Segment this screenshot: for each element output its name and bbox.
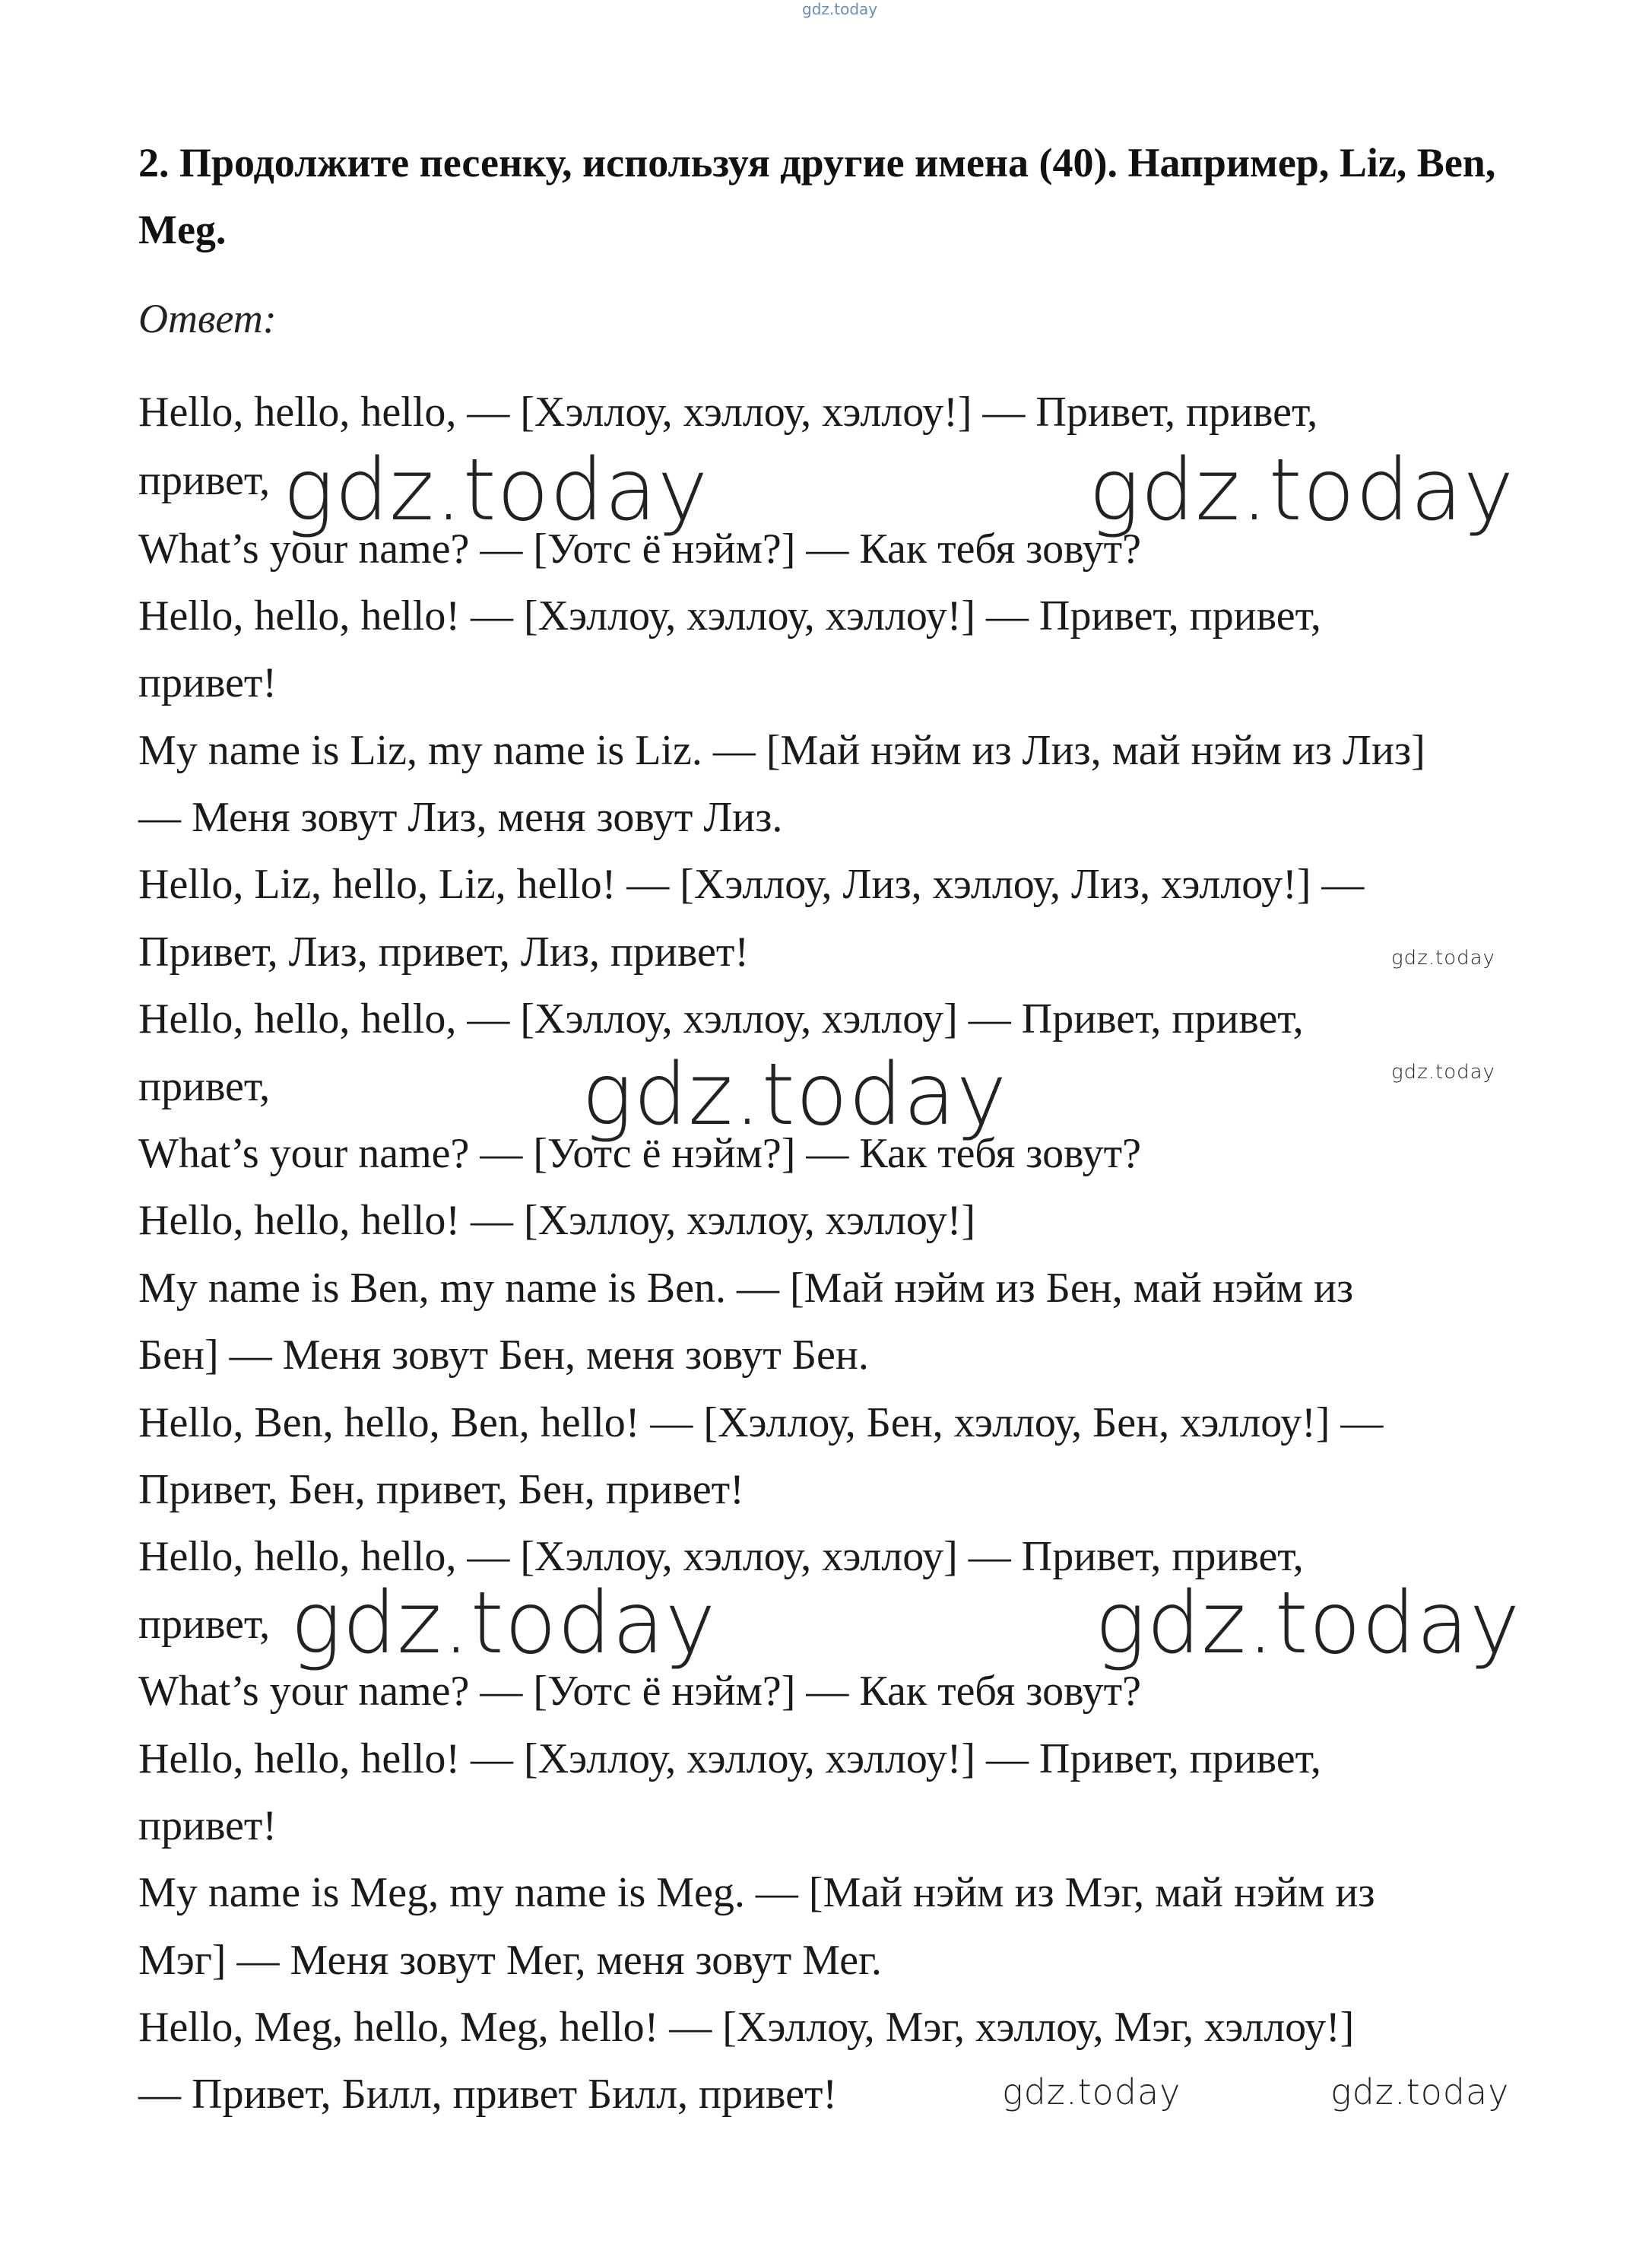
watermark: gdz.today [1089,441,1515,540]
answer-line: What’s your name? — [Уотс ё нэйм?] — Как тебя зовут? [138,1668,1141,1715]
answer-line: Hello, hello, hello! — [Хэллоу, хэллоу, хэллоу!] — Привет, привет, [138,1735,1321,1782]
watermark: gdz.today [1002,2071,1181,2112]
answer-line: My name is Ben, my name is Ben. — [Май нэйм из Бен, май нэйм из [138,1265,1354,1312]
answer-line: What’s your name? — [Уотс ё нэйм?] — Как тебя зовут? [138,525,1141,573]
answer-line: привет, [138,1601,271,1648]
question-heading: 2. Продолжите песенку, используя другие имена (40). Например, Liz, Ben, Meg. [138,140,1496,252]
answer-line: My name is Meg, my name is Meg. — [Май нэйм из Мэг, май нэйм из [138,1869,1375,1916]
answer-line: Привет, Бен, привет, Бен, привет! [138,1466,744,1513]
answer-line: Hello, hello, hello, — [Хэллоу, хэллоу, хэллоу!] — Привет, привет, [138,389,1318,436]
answer-line: привет! [138,1802,277,1849]
watermark: gdz.today [582,1046,1008,1144]
answer-line: Hello, hello, hello, — [Хэллоу, хэллоу, хэллоу] — Привет, привет, [138,995,1304,1043]
top-watermark: gdz.today [802,0,878,18]
answer-line: Hello, hello, hello, — [Хэллоу, хэллоу, хэллоу] — Привет, привет, [138,1533,1304,1580]
watermark: gdz.today [1330,2071,1510,2112]
answer-line: Бен] — Меня зовут Бен, меня зовут Бен. [138,1331,869,1379]
answer-line: What’s your name? — [Уотс ё нэйм?] — Как тебя зовут? [138,1130,1141,1177]
answer-label: Ответ: [138,296,277,341]
answer-line: привет, [138,1063,271,1110]
watermark: gdz.today [1391,1061,1495,1084]
answer-line: Hello, Liz, hello, Liz, hello! — [Хэллоу, Лиз, хэллоу, Лиз, хэллоу!] — [138,861,1365,908]
answer-line: My name is Liz, my name is Liz. — [Май нэйм из Лиз, май нэйм из Лиз] [138,727,1425,774]
answer-line: Hello, hello, hello! — [Хэллоу, хэллоу, хэллоу!] [138,1197,976,1244]
answer-line: Hello, Meg, hello, Meg, hello! — [Хэллоу, Мэг, хэллоу, Мэг, хэллоу!] [138,2004,1355,2051]
watermark: gdz.today [1391,947,1495,970]
answer-line: привет! [138,659,277,706]
watermark: gdz.today [290,1574,717,1673]
watermark: gdz.today [283,441,709,540]
watermark: gdz.today [1095,1574,1521,1673]
answer-line: Hello, Ben, hello, Ben, hello! — [Хэллоу, Бен, хэллоу, Бен, хэллоу!] — [138,1399,1384,1446]
answer-line: — Меня зовут Лиз, меня зовут Лиз. [138,794,783,841]
answer-line: Мэг] — Меня зовут Мег, меня зовут Мег. [138,1937,882,1984]
answer-line: Привет, Лиз, привет, Лиз, привет! [138,928,749,976]
answer-line: привет, [138,457,271,504]
answer-line: Hello, hello, hello! — [Хэллоу, хэллоу, хэллоу!] — Привет, привет, [138,592,1321,640]
answer-line: — Привет, Билл, привет Билл, привет! [138,2071,838,2118]
